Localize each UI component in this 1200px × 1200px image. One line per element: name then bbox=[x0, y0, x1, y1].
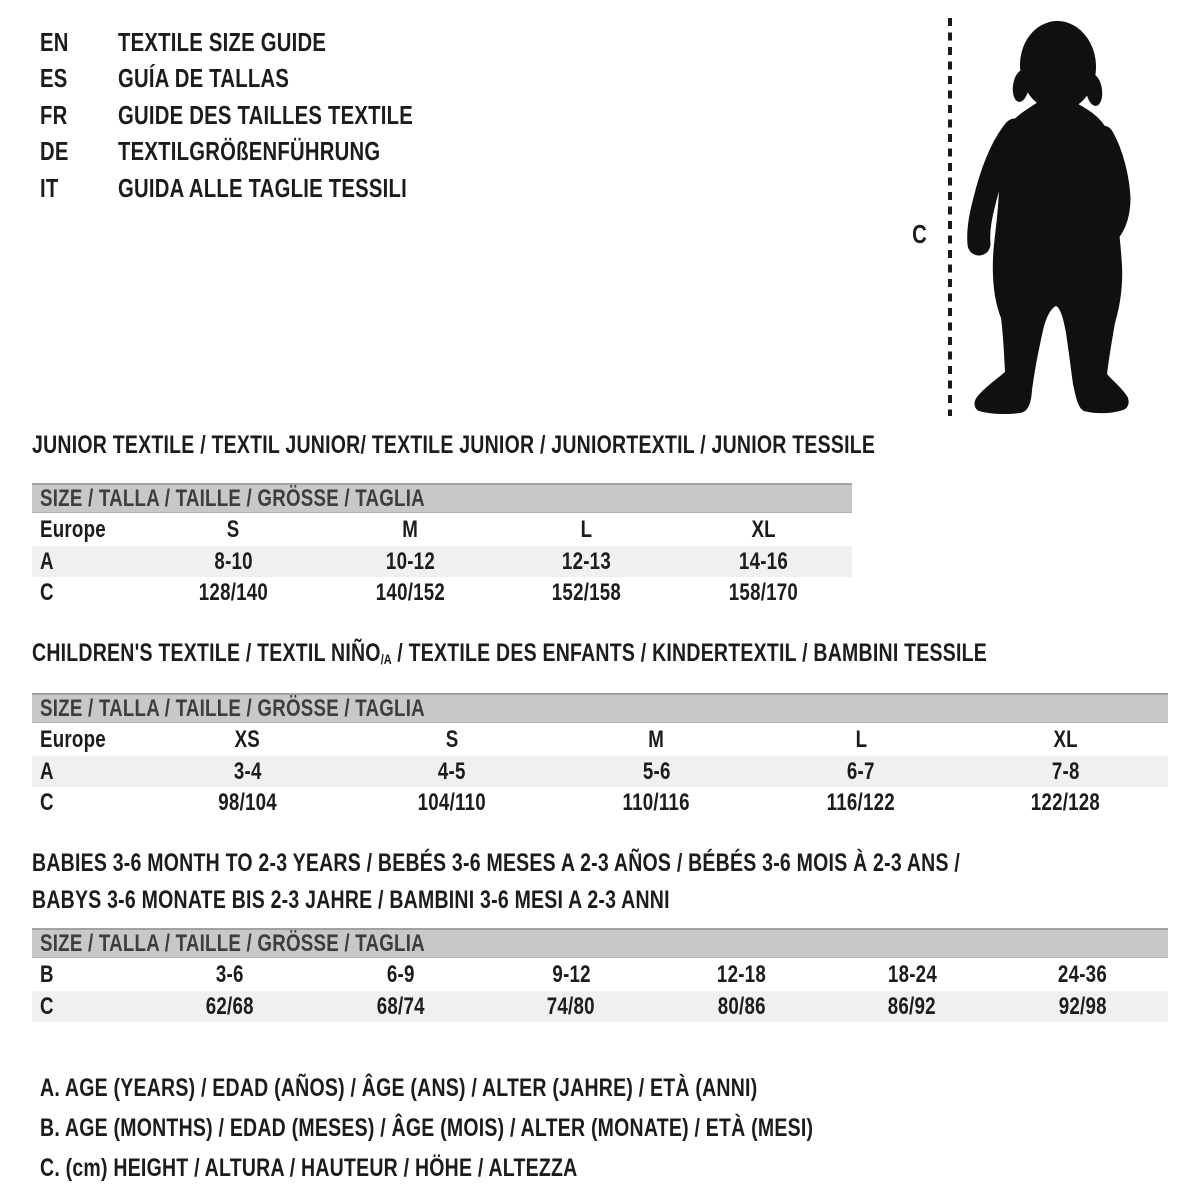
size-header-bar bbox=[32, 928, 1168, 958]
size-cell: S bbox=[227, 515, 240, 543]
table-title-line1: BABIES 3-6 MONTH TO 2-3 YEARS / BEBÉS 3-6 MESES A 2-3 AÑOS / BÉBÉS 3-6 MOIS À 2-3 ANS / bbox=[32, 849, 961, 877]
table-title-line2: BABYS 3-6 MONATE BIS 2-3 JAHRE / BAMBINI 3-6 MESI A 2-3 ANNI bbox=[32, 886, 670, 914]
size-cell: 122/128 bbox=[1031, 788, 1101, 816]
size-header-label: SIZE / TALLA / TAILLE / GRÖSSE / TAGLIA bbox=[40, 484, 425, 512]
size-cell: 68/74 bbox=[376, 992, 425, 1020]
size-cell: 152/158 bbox=[552, 578, 622, 606]
row-label: A bbox=[40, 757, 54, 785]
size-cell: XS bbox=[234, 725, 261, 753]
size-header-bar bbox=[32, 693, 1168, 723]
size-cell: 6-9 bbox=[386, 960, 415, 988]
children-textile-table bbox=[32, 640, 1168, 818]
size-cell: 8-10 bbox=[214, 547, 253, 575]
table-row bbox=[32, 787, 1168, 818]
size-cell: 3-4 bbox=[233, 757, 262, 785]
table-row bbox=[32, 577, 852, 608]
size-cell: 12-13 bbox=[562, 547, 612, 575]
guide-title: TEXTILE SIZE GUIDE bbox=[118, 26, 327, 57]
table-row bbox=[32, 513, 852, 546]
language-code: ES bbox=[40, 63, 68, 94]
size-cell: 62/68 bbox=[206, 992, 255, 1020]
language-code: FR bbox=[40, 99, 68, 130]
size-cell: 98/104 bbox=[217, 788, 277, 816]
table-row bbox=[32, 958, 1168, 991]
size-cell: M bbox=[648, 725, 665, 753]
size-cell: 4-5 bbox=[438, 757, 466, 785]
row-label: Europe bbox=[40, 515, 106, 543]
list-item bbox=[40, 134, 496, 171]
size-header-bar bbox=[32, 483, 852, 513]
table-row bbox=[32, 756, 1168, 787]
legend-line-b: B. AGE (MONTHS) / EDAD (MESES) / ÂGE (MOIS) / ALTER (MONATE) / ETÀ (MESI) bbox=[40, 1114, 814, 1142]
table-row bbox=[32, 546, 852, 577]
size-cell: 18-24 bbox=[887, 960, 937, 988]
size-cell: 3-6 bbox=[216, 960, 245, 988]
table-row bbox=[32, 723, 1168, 756]
row-label: C bbox=[40, 992, 54, 1020]
language-code: EN bbox=[40, 26, 69, 57]
size-cell: 116/122 bbox=[826, 788, 896, 816]
guide-title: GUIDE DES TAILLES TEXTILE bbox=[118, 99, 414, 130]
size-cell: XL bbox=[751, 515, 776, 543]
list-item bbox=[40, 170, 496, 207]
size-cell: 158/170 bbox=[728, 578, 799, 606]
table-title: JUNIOR TEXTILE / TEXTIL JUNIOR/ TEXTILE JUNIOR / JUNIORTEXTIL / JUNIOR TESSILE bbox=[32, 431, 876, 459]
row-label: C bbox=[40, 578, 54, 606]
size-cell: 7-8 bbox=[1051, 757, 1080, 785]
size-cell: M bbox=[402, 515, 419, 543]
size-cell: L bbox=[855, 725, 867, 753]
row-label: C bbox=[40, 788, 54, 816]
size-cell: 80/86 bbox=[717, 992, 766, 1020]
babies-textile-table bbox=[32, 845, 1168, 1022]
row-label: Europe bbox=[40, 725, 106, 753]
size-cell: 10-12 bbox=[385, 547, 435, 575]
toddler-silhouette bbox=[960, 18, 1140, 418]
size-cell: 12-18 bbox=[717, 960, 767, 988]
guide-title: GUÍA DE TALLAS bbox=[118, 63, 290, 94]
list-item bbox=[40, 61, 496, 98]
size-cell: 74/80 bbox=[547, 992, 596, 1020]
measure-label-c: C bbox=[912, 219, 927, 249]
language-title-list bbox=[40, 24, 496, 207]
size-cell: 86/92 bbox=[888, 992, 937, 1020]
language-code: IT bbox=[40, 172, 59, 203]
size-cell: 5-6 bbox=[642, 757, 671, 785]
size-header-label: SIZE / TALLA / TAILLE / GRÖSSE / TAGLIA bbox=[40, 929, 425, 957]
size-cell: 110/116 bbox=[622, 788, 691, 816]
size-cell: 128/140 bbox=[198, 578, 269, 606]
list-item bbox=[40, 24, 496, 61]
size-cell: 104/110 bbox=[417, 788, 487, 816]
size-cell: 92/98 bbox=[1058, 992, 1107, 1020]
size-header-label: SIZE / TALLA / TAILLE / GRÖSSE / TAGLIA bbox=[40, 694, 425, 722]
size-cell: 6-7 bbox=[847, 757, 875, 785]
guide-title: TEXTILGRÖßENFÜHRUNG bbox=[118, 136, 381, 167]
nino-a-subscript: /A bbox=[380, 651, 392, 667]
table-title: CHILDREN'S TEXTILE / TEXTIL NIÑO/A / TEXTILE DES ENFANTS / KINDERTEXTIL / BAMBINI TESSILE bbox=[32, 639, 988, 667]
size-cell: 9-12 bbox=[552, 960, 591, 988]
legend-line-a: A. AGE (YEARS) / EDAD (AÑOS) / ÂGE (ANS) / ALTER (JAHRE) / ETÀ (ANNI) bbox=[40, 1074, 758, 1102]
size-cell: 14-16 bbox=[739, 547, 789, 575]
size-cell: 140/152 bbox=[375, 578, 445, 606]
junior-textile-table bbox=[32, 431, 876, 608]
measurement-legend bbox=[40, 1068, 1031, 1188]
legend-line-c: C. (cm) HEIGHT / ALTURA / HAUTEUR / HÖHE / ALTEZZA bbox=[40, 1154, 578, 1182]
language-code: DE bbox=[40, 136, 69, 167]
list-item bbox=[40, 97, 496, 134]
size-cell: XL bbox=[1053, 725, 1078, 753]
height-measure-line bbox=[946, 16, 954, 418]
row-label: B bbox=[40, 960, 54, 988]
row-label: A bbox=[40, 547, 54, 575]
size-cell: 24-36 bbox=[1058, 960, 1108, 988]
guide-title: GUIDA ALLE TAGLIE TESSILI bbox=[118, 172, 408, 203]
size-cell: S bbox=[445, 725, 459, 753]
table-row bbox=[32, 991, 1168, 1022]
size-cell: L bbox=[581, 515, 593, 543]
